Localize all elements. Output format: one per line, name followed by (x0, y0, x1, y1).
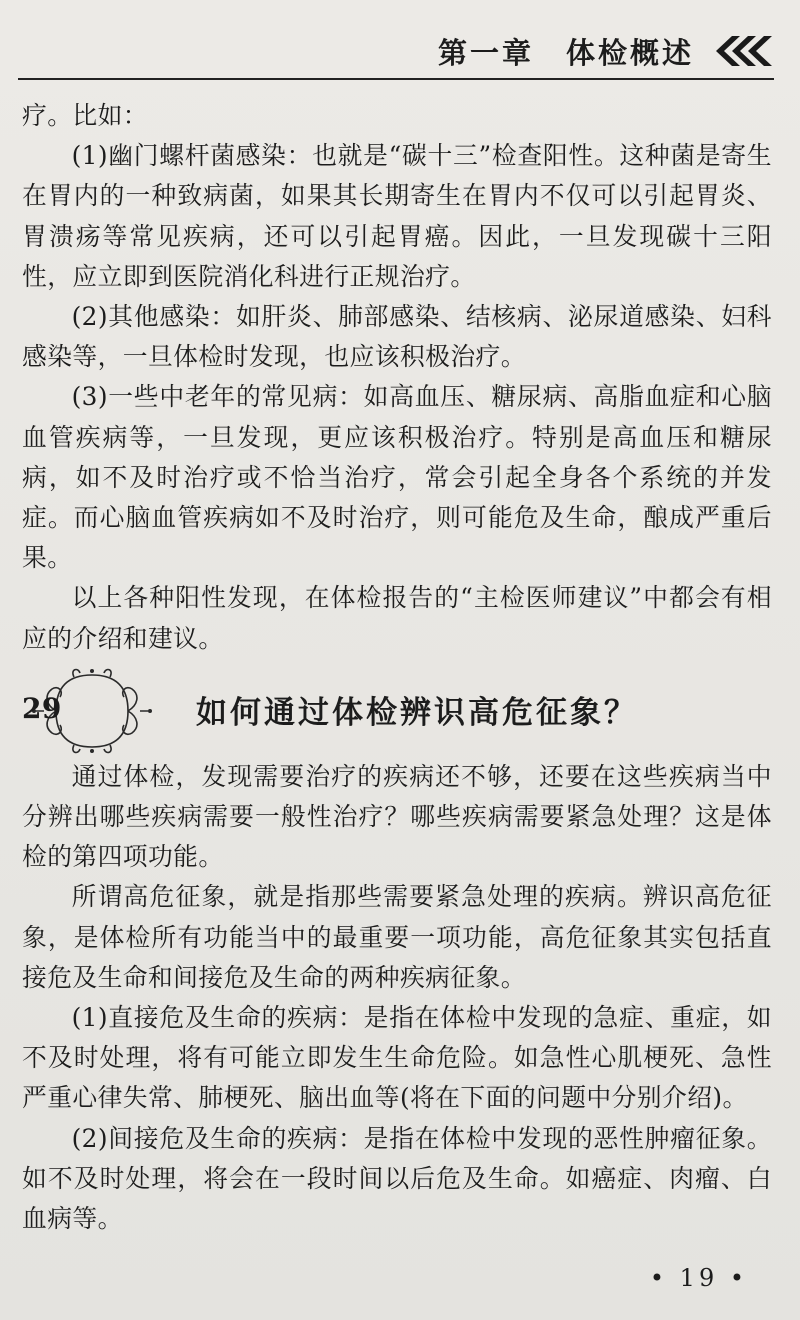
header-rule (18, 78, 774, 80)
paragraph-direct-threat: (1)直接危及生命的疾病：是指在体检中发现的急症、重症，如不及时处理，将有可能立即发生生命危险。如急性心肌梗死、急性严重心律失常、肺梗死、脑出血等(将在下面的问题中分别介绍)。 (22, 1003, 772, 1113)
chapter-title: 第一章 体检概述 (437, 35, 694, 70)
section-title: 如何通过体检辨识高危征象？ (196, 694, 638, 731)
paragraph-indirect-threat: (2)间接危及生命的疾病：是指在体检中发现的恶性肿瘤征象。如不及时处理，将会在一段时间以后危及生命。如癌症、肉瘤、白血病等。 (22, 1123, 772, 1234)
section-badge (22, 665, 162, 757)
paragraph-h-pylori: (1)幽门螺杆菌感染：也就是“碳十三”检查阳性。这种菌是寄生在胃内的一种致病菌，如果其长期寄生在胃内不仅可以引起胃炎、胃溃疡等常见疾病，还可以引起胃癌。因此，一旦发现碳十三阳性，应立即到医院消化科进行正规治疗。 (22, 141, 772, 291)
running-header (438, 28, 772, 74)
page-number: • 19 • (649, 1264, 748, 1292)
paragraph-summary: 以上各种阳性发现，在体检报告的“主检医师建议”中都会有相应的介绍和建议。 (22, 583, 772, 653)
paragraph-continuation: 疗。比如： (22, 101, 148, 130)
paragraph-intro: 通过体检，发现需要治疗的疾病还不够，还要在这些疾病当中分辨出哪些疾病需要一般性治疗？哪些疾病需要紧急处理？这是体检的第四项功能。 (22, 761, 772, 872)
paragraph-definition: 所谓高危征象，就是指那些需要紧急处理的疾病。辨识高危征象，是体检所有功能当中的最重要一项功能，高危征象其实包括直接危及生命和间接危及生命的两种疾病征象。 (22, 882, 772, 992)
paragraph-other-infections: (2)其他感染：如肝炎、肺部感染、结核病、泌尿道感染、妇科感染等，一旦体检时发现，也应该积极治疗。 (22, 302, 772, 372)
body-text (22, 96, 772, 1239)
double-chevron-left-icon (712, 34, 772, 68)
section-number: 29 (22, 691, 62, 725)
section-heading (22, 665, 772, 757)
paragraph-chronic-diseases: (3)一些中老年的常见病：如高血压、糖尿病、高脂血症和心脑血管疾病等，一旦发现，更应该积极治疗。特别是高血压和糖尿病，如不及时治疗或不恰当治疗，常会引起全身各个系统的并发症。而心脑血管疾病如不及时治疗，则可能危及生命，酿成严重后果。 (22, 382, 772, 573)
